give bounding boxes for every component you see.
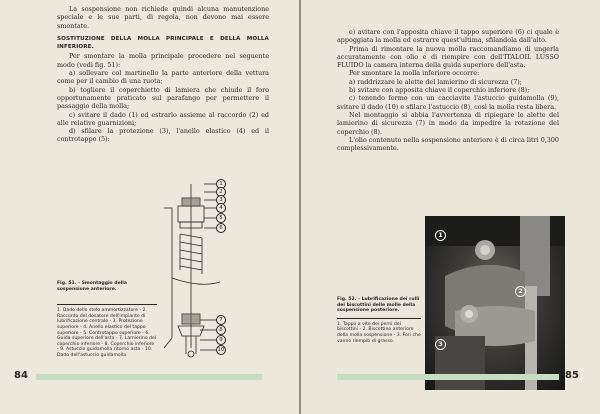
- diagram-callout-7: 7: [216, 315, 226, 325]
- right-paragraph-4: Nel montaggio si abbia l'avvertenza di ripiegare le alette del lamierino di sicurezza (7) in modo da impedire la rotazione del coperchio (8).: [337, 110, 559, 136]
- figure-51-title: Fig. 51. - Smontaggio della sospensione anteriore.: [57, 281, 127, 292]
- diagram-callout-4: 4: [216, 203, 226, 213]
- suspension-diagram: [160, 178, 270, 368]
- diagram-callout-8: 8: [216, 325, 226, 335]
- photo-shapes: [425, 216, 565, 390]
- suspension-photo: [425, 216, 565, 390]
- section-heading: SOSTITUZIONE DELLA MOLLA PRINCIPALE E DELLA MOLLA INFERIORE.: [57, 35, 269, 51]
- figure-51-legend: 1. Dado dello stelo ammortizzatore - 2. Raccordo del dosatore dell'impianto di lubrificazione centrale - 3. Protezione superiore - 4. Anello elastico del tappo superiore - 5. Controtappo superiore - 6. Guida superiore dell'asta - 7. Lamierino del coperchio inferiore - 8. Coperchio inferiore - 9. Astuccio guidamolla ritorno asta - 10. Dado dell'astuccio guidamolla.: [57, 308, 157, 358]
- diagram-callout-6: 6: [216, 223, 226, 233]
- left-page: [0, 0, 299, 414]
- diagram-callout-10: 10: [217, 347, 225, 353]
- page-number-right: 85: [565, 370, 579, 381]
- left-body-text: [57, 5, 269, 144]
- caption-divider: [57, 304, 157, 305]
- figure-51-caption: [57, 281, 157, 359]
- photo-callout-2: 2: [515, 286, 526, 297]
- left-paragraph-1: Per smontare la molla principale procedere nel seguente modo (vedi fig. 51):: [57, 52, 269, 69]
- left-step-a: a) sollevare col martinello la parte anteriore della vettura come per il cambio di una ruota;: [57, 69, 269, 86]
- left-step-d: d) sfilare la protezione (3), l'anello elastico (4) ed il controtappo (5):: [57, 127, 269, 144]
- right-paragraph-3: Per smontare la molla inferiore occorre:: [349, 69, 480, 78]
- right-step-b: b) svitare con apposita chiave il coperchio inferiore (8);: [349, 86, 530, 95]
- right-step-c: c) tenendo fermo con un cacciavite l'astuccio guidamolla (9), svitare il dado (10) e sfilare l'astuccio (8), così la molla resta libera.: [337, 94, 559, 111]
- diagram-callout-9: 9: [216, 335, 226, 345]
- diagram-callout-2: 2: [216, 187, 226, 197]
- figure-52-legend: 1. Tappo a vite dei perni dei biscottini - 2. Biscottino anteriore della molla sospensione - 3. Fori che vanno riempiti di grasso.: [337, 321, 421, 344]
- right-step-a: a) raddrizzare le alette del lamierino di sicurezza (7);: [349, 77, 522, 86]
- right-body-text: [337, 28, 559, 152]
- page-number-left: 84: [14, 370, 28, 381]
- right-page: [301, 0, 600, 414]
- right-paragraph-5: L'olio contenuto nella sospensione anteriore è di circa litri 0,300 complessivamente.: [337, 135, 559, 153]
- caption-divider-right: [337, 318, 421, 319]
- intro-paragraph: La sospensione non richiede quindi alcuna manutenzione speciale e le sue parti, di regola, non devono mai essere smontate.: [57, 5, 269, 30]
- right-paragraph-2: Prima di rimontare la nuova molla raccomandiamo di ungerla accuratamente con olio e di riempire con dell'ITALOIL LUSSO FLUIDO la camera interna della guida superiore dell'asta.: [337, 44, 559, 70]
- left-step-c: c) svitare il dado (1) ed estrarlo assieme al raccordo (2) ed alle relative guarnizioni;: [57, 110, 269, 127]
- figure-52-caption: [337, 297, 421, 344]
- photo-callout-1: 1: [435, 230, 446, 241]
- diagram-callout-5: 5: [216, 213, 226, 223]
- photo-callout-3: 3: [435, 339, 446, 350]
- right-step-e: e) avitare con l'apposita chiave il tappo superiore (6) ci quale è appoggiata la molla ed estrarre quest'ultima, sfilandola dall'alto.: [337, 28, 559, 45]
- figure-52-title: Fig. 52. - Lubrificazione dei rulli dei biscottini delle molle della sospensione posteriore.: [337, 297, 420, 314]
- left-step-b: b) togliere il coperchietto di lamiera che chiude il foro opportunamente praticato sul parafango per permettere il passaggio della molla;: [57, 85, 269, 111]
- diagram-callout-3: 3: [216, 195, 226, 205]
- footer-bar-right: [337, 374, 559, 380]
- footer-bar-left: [36, 374, 262, 380]
- diagram-callout-1: 1: [216, 179, 226, 189]
